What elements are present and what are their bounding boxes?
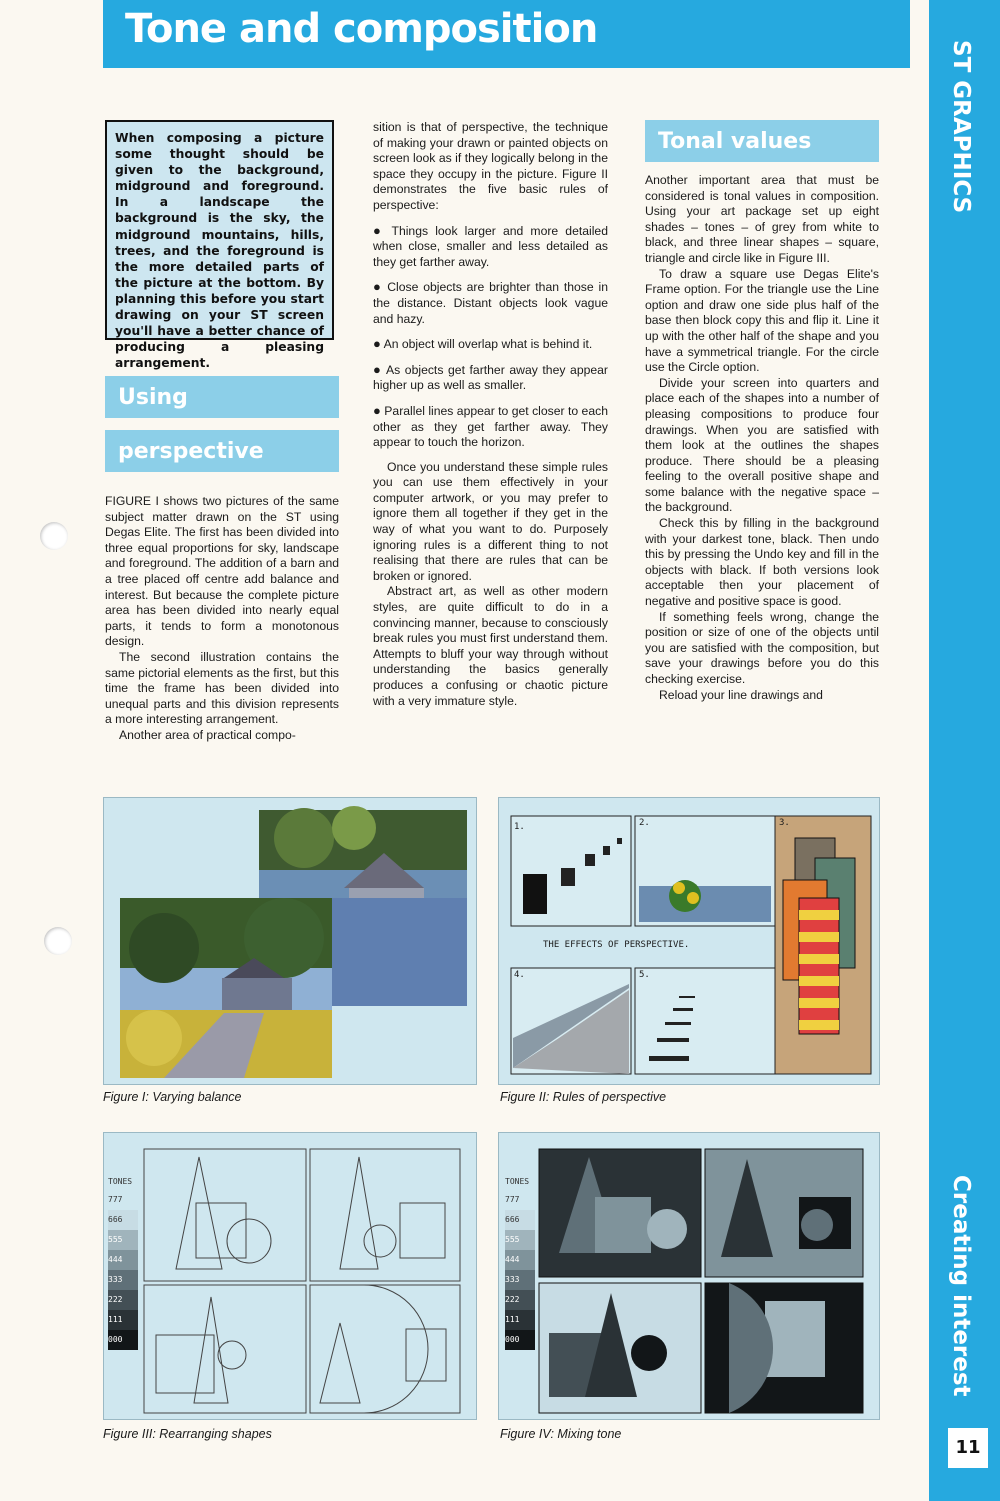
paragraph: FIGURE I shows two pictures of the same subject matter drawn on the ST using Degas Elite. The first has been divided into three equal proportions for sky, landscape and foreground. The addition of a barn and a tree placed off centre add balance and interest. But because the complete picture area has been divided into nearly equal parts, it tends to form a monotonous design. (105, 494, 339, 649)
tone-value: 555 (505, 1230, 535, 1250)
figure-4-caption: Figure IV: Mixing tone (500, 1427, 622, 1441)
tone-scale (505, 1177, 535, 1350)
heading-tonal-text: Tonal values (658, 129, 812, 154)
column-3 (645, 173, 879, 703)
figure-2-caption: Figure II: Rules of perspective (500, 1090, 667, 1104)
figure-1-varying-balance (103, 797, 477, 1085)
paragraph: The second illustration contains the same pictorial elements as the first, but this time the frame has been divided into unequal parts and this division represents a more interesting arrangement. (105, 649, 339, 727)
bullet-text: Parallel lines appear to get closer to each other as they get farther away. They appear to touch the horizon. (373, 403, 608, 450)
tone-value: 333 (108, 1270, 138, 1290)
bullet-text: As objects get farther away they appear higher up as well as smaller. (373, 362, 608, 393)
bullet-item: ● As objects get farther away they appear higher up as well as smaller. (373, 361, 608, 393)
paragraph: Abstract art, as well as other modern styles, are quite difficult to do in a convincing manner, because to consciously break rules you must first understand them. Attempts to bluff your way through without understanding the basics generally produces a confusing or chaotic picture with a very immature style. (373, 584, 608, 708)
heading-perspective-text: perspective (118, 439, 264, 464)
panel-number: 1. (514, 822, 525, 832)
figure-2-label: THE EFFECTS OF PERSPECTIVE. (543, 940, 690, 950)
bullet-item: ● Parallel lines appear to get closer to each other as they get farther away. They appear to touch the horizon. (373, 402, 608, 450)
tone-value: 777 (108, 1195, 123, 1204)
heading-perspective (105, 430, 339, 472)
bullet-item: ● An object will overlap what is behind it. (373, 336, 593, 352)
paragraph: Divide your screen into quarters and place each of the shapes into a number of pleasing compositions to produce four drawings. When you are satisfied with them look at the outlines the shapes produce. There should be a pleasing feeling to the overall positive shape and some balance with the negative space – the background. (645, 375, 879, 515)
tone-value: 222 (505, 1290, 535, 1310)
tone-value: 111 (108, 1310, 138, 1330)
paragraph: Check this by filling in the background with your darkest tone, black. Then undo this by pressing the Undo key and fill in the objects with black. If both versions look acceptable then your placement of negative and positive space is good. (645, 516, 879, 609)
chapter-label: Creating interest (948, 1175, 974, 1397)
heading-tonal-values (645, 120, 879, 162)
tone-value: 222 (108, 1290, 138, 1310)
column-2 (373, 120, 608, 709)
panel-number: 3. (779, 818, 790, 828)
intro-box: When composing a picture some thought should be given to the background, midground and foreground. In a landscape the background is the sky, the midground mountains, hills, trees, and the foreground is the more detailed parts of the picture at the bottom. By planning this before you start drawing on your ST screen you'll have a better chance of producing a pleasing arrangement. (105, 120, 334, 340)
tone-value: 555 (108, 1230, 138, 1250)
bullet-text: An object will overlap what is behind it. (383, 337, 593, 352)
tone-value: 333 (505, 1270, 535, 1290)
paragraph: If something feels wrong, change the position or size of one of the objects until you are satisfied with the composition, but save your drawings before you do this checking exercise. (645, 609, 879, 686)
tone-value: 444 (108, 1250, 138, 1270)
column-1 (105, 494, 339, 744)
paragraph: To draw a square use Degas Elite's Frame option. For the triangle use the Line option and draw one side plus half of the base then block copy this and flip it. Line it up with the other half of the shape and you have a symmetrical triangle. For the circle use the Circle option. (645, 266, 879, 375)
figure-3-caption: Figure III: Rearranging shapes (103, 1427, 272, 1441)
figure-4-mixing-tone (498, 1132, 880, 1420)
binder-hole (44, 927, 72, 955)
page-title: Tone and composition (125, 6, 598, 52)
paragraph: Another important area that must be considered is tonal values in composition. Using your art package set up eight shades – tones – of grey from white to black, and three linear shapes – square, triangle and circle like in Figure III. (645, 173, 879, 265)
paragraph: Once you understand these simple rules you can use them effectively in your computer artwork, or you may prefer to ignore them all together if they get in the way of what you want to do. Purposely ignoring rules is a different thing to not realising that there are rules that can be broken or ignored. (373, 459, 608, 583)
figure-3-rearranging-shapes (103, 1132, 477, 1420)
heading-using (105, 376, 339, 418)
tone-scale-label: TONES (108, 1177, 133, 1186)
tone-value: 111 (505, 1310, 535, 1330)
figure-1-caption: Figure I: Varying balance (103, 1090, 242, 1104)
binder-hole (40, 522, 68, 550)
tone-value: 666 (505, 1210, 535, 1230)
bullet-text: Things look larger and more detailed when close, smaller and less detailed as they get farther away. (373, 223, 608, 269)
page-number: 11 (948, 1428, 988, 1468)
tone-value: 666 (108, 1210, 138, 1230)
figure-2-rules-of-perspective (498, 797, 880, 1085)
tone-value: 000 (505, 1330, 535, 1350)
paragraph: Another area of practical compo- (119, 727, 296, 742)
title-bar (103, 0, 910, 68)
tone-scale-label: TONES (505, 1177, 530, 1186)
panel-number: 5. (639, 970, 650, 980)
tone-value: 444 (505, 1250, 535, 1270)
panel-number: 4. (514, 970, 525, 980)
section-label: ST GRAPHICS (948, 40, 974, 214)
bullet-item: ● Close objects are brighter than those in the distance. Distant objects look vague and hazy. (373, 279, 609, 326)
bullet-item: ● Things look larger and more detailed when close, smaller and less detailed as they get farther away. (373, 222, 608, 269)
bullet-text: Close objects are brighter than those in the distance. Distant objects look vague and hazy. (373, 280, 609, 326)
paragraph: Reload your line drawings and (659, 687, 823, 702)
tone-value: 777 (505, 1195, 520, 1204)
panel-number: 2. (639, 818, 650, 828)
tone-scale (108, 1177, 138, 1350)
tone-value: 000 (108, 1330, 138, 1350)
paragraph: sition is that of perspective, the technique of making your drawn or painted objects on screen look as if they logically belong in the space they occupy in the picture. Figure II demonstrates the five basic rules of perspective: (373, 120, 608, 212)
heading-using-text: Using (118, 385, 188, 410)
